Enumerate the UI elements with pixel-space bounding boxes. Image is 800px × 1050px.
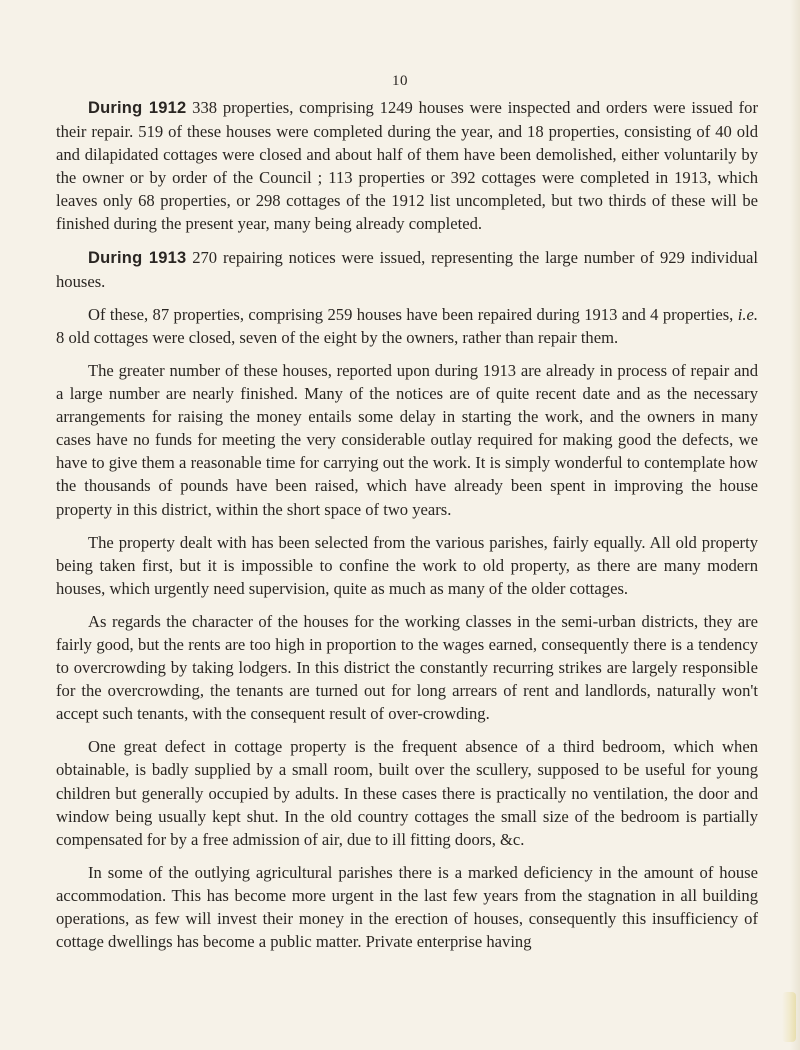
paragraph-1912-summary bbox=[56, 96, 758, 236]
page-number: 10 bbox=[392, 73, 408, 89]
paragraph-working-class-houses: As regards the character of the houses for the working classes in the semi-urban districts, they are fairly good, but the rents are too high in proportion to the wages earned, consequently there is a tendency to overcrowding by taking lodgers. In this district the constantly recurring strikes are largely responsible for the overcrowding, the tenants are turned out for long arrears of rent and landlords, naturally won't accept such tenants, with the consequent result of over-crowding. bbox=[56, 611, 758, 724]
paragraph-text: 270 repairing notices were issued, representing the large number of 929 individual houses. bbox=[56, 247, 759, 291]
paragraph-text: 338 properties, comprising 1249 houses were inspected and orders were issued for their repair. 519 of these houses were completed during the year, and 18 properties, consisting of 40 old and dilapidated cottages were closed and about half of them have been demolished, either voluntarily by the owner or by order of the Council ; 113 properties or 392 cottages were completed in 1913, which leaves only 68 properties, or 298 cottages of the 1912 list uncompleted, but two thirds of these will be finished during the present year, many being already completed. bbox=[56, 98, 758, 234]
paragraph-property-selection: The property dealt with has been selected from the various parishes, fairly equally. All old property being taken first, but it is impossible to confine the work to old property, as there are many modern houses, which urgently need supervision, quite as much as many of the older cottages. bbox=[56, 532, 758, 598]
paragraph-text: Of these, 87 properties, comprising 259 houses have been repaired during 1913 and 4 properties, bbox=[88, 304, 738, 324]
paragraph-text: 8 old cottages were closed, seven of the eight by the owners, rather than repair them. bbox=[56, 327, 619, 347]
italic-ie: i.e. bbox=[737, 304, 758, 324]
page-edge-shadow bbox=[790, 0, 800, 1050]
paragraph-agricultural-parishes: In some of the outlying agricultural parishes there is a marked deficiency in the amount of house accommodation. This has become more urgent in the last few years from the stagnation in all building operations, as few will invest their money in the erection of houses, consequently this insufficiency of cottage dwellings has become a public matter. Private enterprise having bbox=[56, 862, 758, 952]
lead-during-1912: During 1912 bbox=[88, 99, 187, 117]
body-text bbox=[56, 96, 758, 963]
paragraph-third-bedroom: One great defect in cottage property is the frequent absence of a third bedroom, which when obtainable, is badly supplied by a small room, built over the scullery, supposed to be useful for young children but generally occupied by adults. In these cases there is practically no ventilation, the door and window being usually kept shut. In the old country cottages the small size of the bedroom is partially compensated for by a free admission of air, due to ill fitting doors, &c. bbox=[56, 737, 758, 849]
paragraph-repaired-properties bbox=[56, 303, 758, 349]
lead-during-1913: During 1913 bbox=[88, 248, 187, 267]
page-corner-stain bbox=[782, 992, 796, 1042]
paragraph-repair-progress: The greater number of these houses, reported upon during 1913 are already in process of repair and a large number are nearly finished. Many of the notices are of quite recent date and as the necessary arrangements for raising the money entails some delay in starting the work, and the owners in many cases have no funds for meeting the very considerable outlay required for making good the defects, we have to give them a reasonable time for carrying out the work. It is simply wonderful to contemplate how the thousands of pounds have been raised, which have already been spent in improving the house property in this district, within the short space of two years. bbox=[56, 360, 758, 519]
paragraph-1913-summary bbox=[56, 246, 758, 293]
